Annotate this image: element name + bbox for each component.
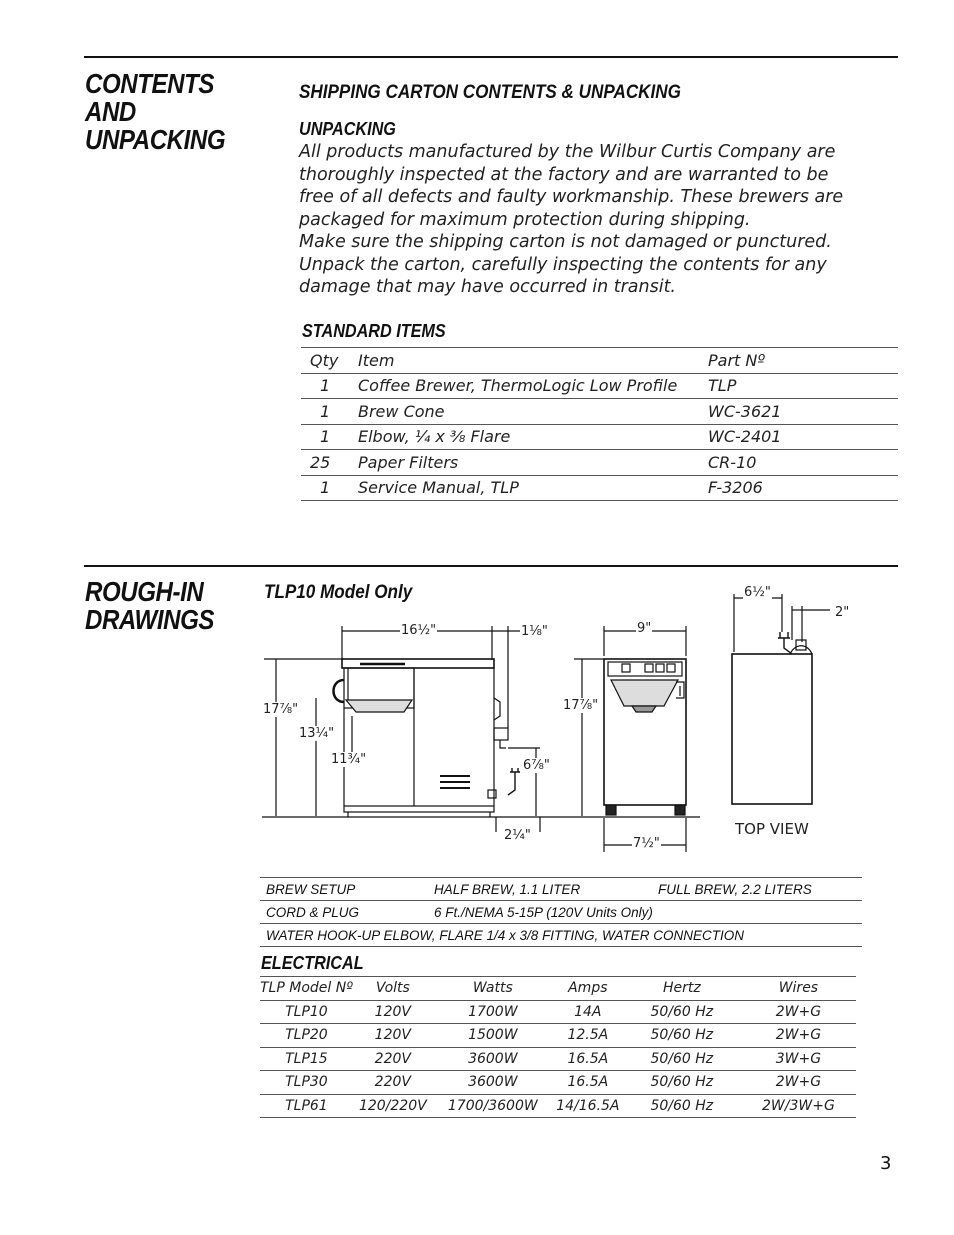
cell: 220V (353, 1071, 433, 1095)
spec-label: CORD & PLUG (260, 901, 428, 924)
front-view-drawing (574, 626, 686, 852)
cell: 14/16.5A (553, 1094, 623, 1118)
cell: TLP20 (260, 1024, 353, 1048)
cell: 120V (353, 1024, 433, 1048)
shipping-heading: SHIPPING CARTON CONTENTS & UNPACKING (299, 82, 681, 103)
header-model: TLP Model Nº (260, 977, 353, 1001)
top-view-label: TOP VIEW (735, 820, 809, 838)
cell: 3W+G (741, 1047, 856, 1071)
dim-side-11: 11¾" (331, 752, 367, 767)
dim-top-6: 6½" (744, 585, 771, 600)
cell: 16.5A (553, 1047, 623, 1071)
top-view-drawing (732, 594, 830, 804)
item-cell: Elbow, ¼ x ⅜ Flare (358, 424, 708, 450)
qty-cell: 1 (301, 424, 358, 450)
cell: TLP61 (260, 1094, 353, 1118)
header-hertz: Hertz (623, 977, 741, 1001)
spec-value: 6 Ft./NEMA 5-15P (120V Units Only) (428, 901, 862, 924)
spec-label: BREW SETUP (260, 878, 428, 901)
table-row (260, 924, 862, 947)
title-line: DRAWINGS (85, 604, 214, 635)
spec-table (260, 877, 862, 947)
table-row (260, 1094, 856, 1118)
header-wires: Wires (741, 977, 856, 1001)
part-cell: F-3206 (708, 475, 898, 501)
paragraph-line: Unpack the carton, carefully inspecting the contents for any (299, 254, 827, 275)
paragraph-line: All products manufactured by the Wilbur Curtis Company are (299, 142, 836, 162)
cell: 220V (353, 1047, 433, 1071)
dim-side-bottom: 2¼" (504, 828, 531, 843)
paragraph-line: free of all defects and faulty workmanship. These brewers are (299, 187, 844, 207)
dim-side-width: 16½" (401, 623, 437, 638)
cell: 120V (353, 1000, 433, 1024)
part-cell: WC-3621 (708, 399, 898, 425)
cell: TLP10 (260, 1000, 353, 1024)
table-row (260, 1000, 856, 1024)
paragraph-line: Make sure the shipping carton is not damaged or punctured. (299, 232, 832, 252)
title-line: ROUGH-IN (85, 576, 204, 607)
cell: 50/60 Hz (623, 1094, 741, 1118)
cell: 50/60 Hz (623, 1047, 741, 1071)
cell: TLP15 (260, 1047, 353, 1071)
cell: 50/60 Hz (623, 1024, 741, 1048)
spec-label: WATER HOOK-UP ELBOW, FLARE 1/4 x 3/8 FITTING, WATER CONNECTION (260, 924, 862, 947)
cell: TLP30 (260, 1071, 353, 1095)
paragraph-line: damage that may have occurred in transit. (299, 277, 676, 297)
qty-cell: 1 (301, 475, 358, 501)
part-cell: CR-10 (708, 450, 898, 476)
electrical-table (260, 976, 856, 1118)
model-label: TLP10 Model Only (264, 582, 413, 603)
cell: 120/220V (353, 1094, 433, 1118)
item-cell: Brew Cone (358, 399, 708, 425)
table-row (260, 878, 862, 901)
table-row (260, 1071, 856, 1095)
table-row (260, 1024, 856, 1048)
cell: 50/60 Hz (623, 1071, 741, 1095)
standard-items-label: STANDARD ITEMS (302, 321, 446, 341)
title-line: AND (85, 96, 136, 127)
spec-value: HALF BREW, 1.1 LITER (428, 878, 652, 901)
part-cell: WC-2401 (708, 424, 898, 450)
qty-cell: 25 (301, 450, 358, 476)
electrical-label: ELECTRICAL (261, 953, 364, 973)
spec-value: FULL BREW, 2.2 LITERS (652, 878, 862, 901)
header-amps: Amps (553, 977, 623, 1001)
qty-cell: 1 (301, 373, 358, 399)
dim-front-height: 17⅞" (563, 698, 599, 713)
cell: 2W/3W+G (741, 1094, 856, 1118)
title-line: CONTENTS (85, 68, 214, 99)
table-row (260, 901, 862, 924)
dim-front-width-top: 9" (637, 621, 652, 636)
cell: 12.5A (553, 1024, 623, 1048)
cell: 2W+G (741, 1071, 856, 1095)
header-qty: Qty (301, 348, 358, 374)
qty-cell: 1 (301, 399, 358, 425)
table-header-row (260, 977, 856, 1001)
dim-top-2: 2" (835, 605, 850, 620)
dim-front-width-bottom: 7½" (633, 836, 660, 851)
cell: 2W+G (741, 1000, 856, 1024)
header-volts: Volts (353, 977, 433, 1001)
item-cell: Coffee Brewer, ThermoLogic Low Profile (358, 373, 708, 399)
cell: 1700/3600W (433, 1094, 553, 1118)
page-number: 3 (880, 1153, 892, 1174)
dim-side-13: 13¼" (299, 726, 335, 741)
unpacking-label: UNPACKING (299, 119, 396, 139)
dim-side-height: 17⅞" (263, 702, 299, 717)
dim-side-depth-extra: 1⅛" (521, 624, 548, 639)
cell: 1500W (433, 1024, 553, 1048)
cell: 14A (553, 1000, 623, 1024)
title-line: UNPACKING (85, 124, 226, 155)
cell: 50/60 Hz (623, 1000, 741, 1024)
item-cell: Paper Filters (358, 450, 708, 476)
paragraph-line: thoroughly inspected at the factory and are warranted to be (299, 164, 829, 185)
part-cell: TLP (708, 373, 898, 399)
header-part: Part Nº (708, 348, 898, 374)
paragraph-line: packaged for maximum protection during shipping. (299, 209, 751, 230)
header-item: Item (358, 348, 708, 374)
dim-side-water: 6⅞" (523, 758, 550, 773)
cell: 3600W (433, 1071, 553, 1095)
cell: 1700W (433, 1000, 553, 1024)
item-cell: Service Manual, TLP (358, 475, 708, 501)
cell: 3600W (433, 1047, 553, 1071)
table-row (260, 1047, 856, 1071)
header-watts: Watts (433, 977, 553, 1001)
cell: 2W+G (741, 1024, 856, 1048)
cell: 16.5A (553, 1071, 623, 1095)
